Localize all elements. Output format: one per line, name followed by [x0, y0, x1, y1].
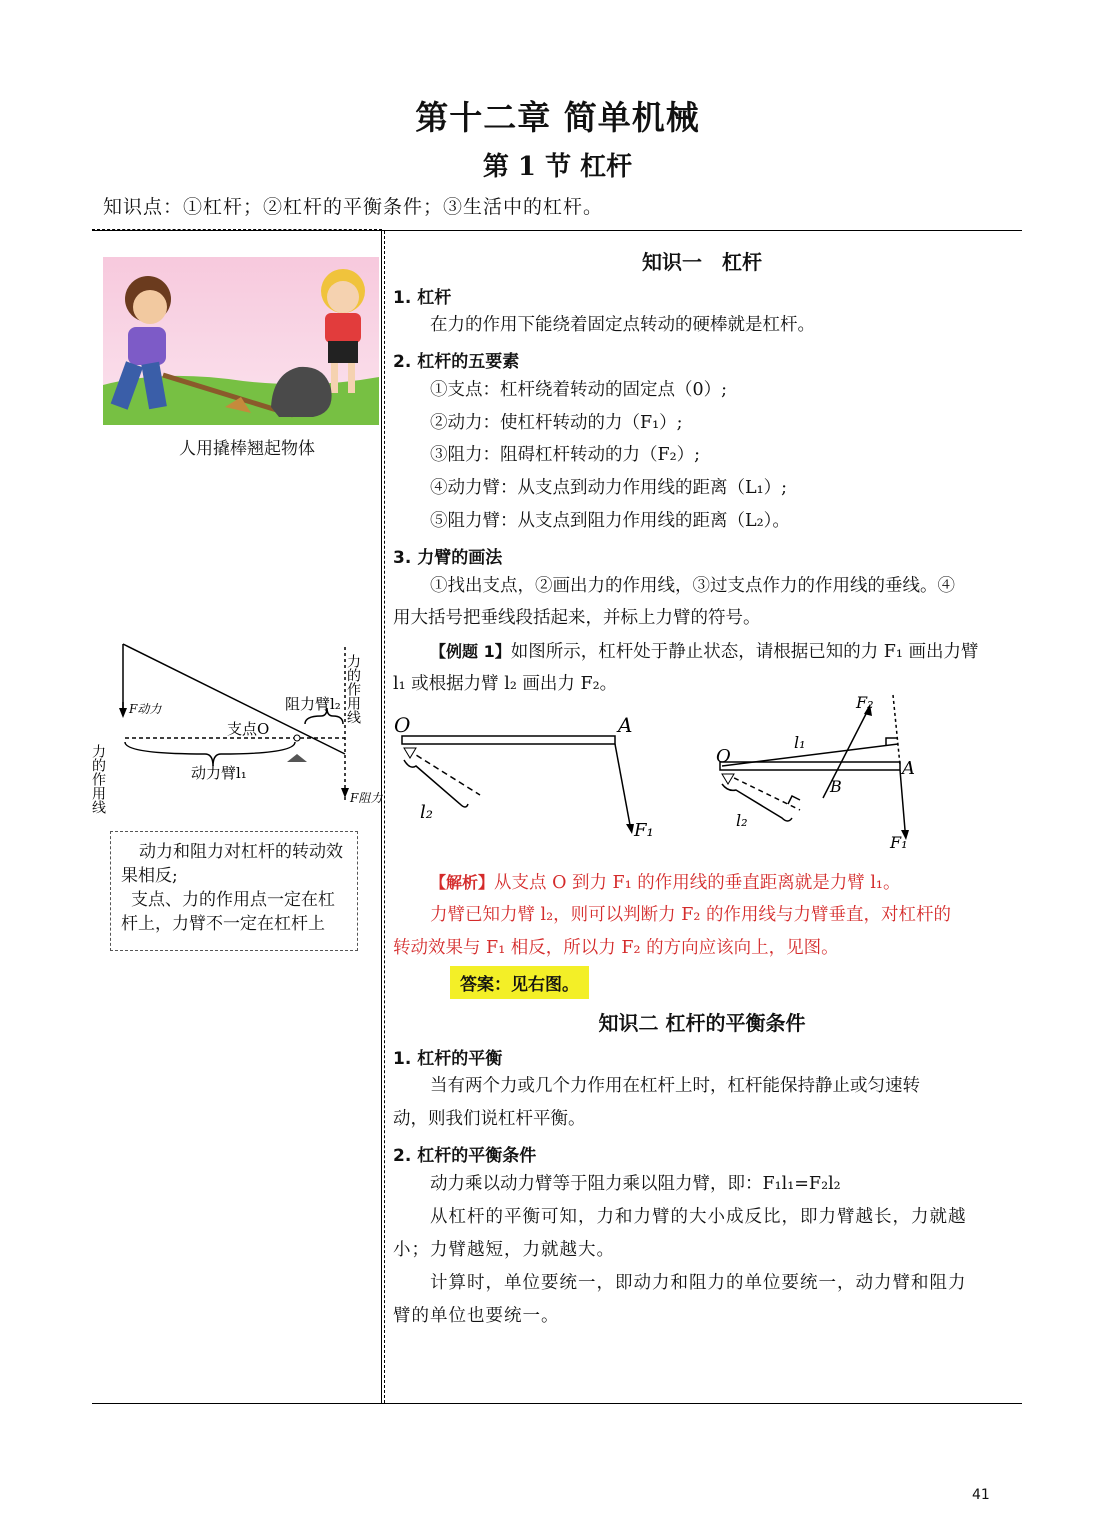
example-text-1: 如图所示，杠杆处于静止状态，请根据已知的力 F₁ 画出力臂 — [510, 642, 979, 662]
analysis-1 — [430, 866, 900, 900]
lever-diagram — [90, 642, 383, 827]
example-tag: 【例题 1】 — [430, 642, 511, 661]
label-power-arm: 动力臂l₁ — [191, 764, 247, 782]
note-text — [111, 832, 357, 944]
section-title: 第 1 节 杠杆 — [482, 152, 633, 182]
s3-title: 3. 力臂的画法 — [393, 548, 503, 568]
s2-item-5: ⑤阻力臂：从支点到阻力作用线的距离（L₂）。 — [430, 511, 790, 531]
label-line-right: 力的作用线 — [345, 654, 361, 724]
fig-right-f2: F₂ — [856, 693, 874, 712]
s1-title: 1. 杠杆 — [393, 288, 452, 308]
t1-text-2: 动，则我们说杠杆平衡。 — [393, 1109, 586, 1129]
fig-right-f1: F₁ — [890, 833, 908, 852]
fig-right-l2: l₂ — [736, 811, 748, 830]
top-rule — [92, 230, 1022, 231]
s2-item-4: ④动力臂：从支点到动力作用线的距离（L₁）; — [430, 478, 788, 498]
bottom-rule — [92, 1403, 1022, 1404]
analysis-text-3: 转动效果与 F₁ 相反，所以力 F₂ 的方向应该向上，见图。 — [393, 938, 839, 958]
t3-text-2: 小；力臂越短，力就越大。 — [393, 1240, 615, 1260]
note-line-1: 动力和阻力对杠杆的转动效果相反; — [121, 842, 343, 886]
column-divider-dashed — [384, 231, 385, 1403]
fig-right-b: B — [830, 777, 842, 796]
label-resist-arm: 阻力臂l₂ — [285, 695, 341, 713]
knowledge-2-title: 知识二 杠杆的平衡条件 — [598, 1011, 806, 1035]
analysis-text-1: 从支点 O 到力 F₁ 的作用线的垂直距离就是力臂 l₁。 — [494, 873, 901, 893]
s2-title: 2. 杠杆的五要素 — [393, 352, 520, 372]
label-line-left: 力的作用线 — [90, 744, 106, 814]
s2-item-2: ②动力：使杠杆转动的力（F₁）; — [430, 413, 683, 433]
label-f-power: F动力 — [129, 702, 162, 716]
image-caption: 人用撬棒翘起物体 — [179, 439, 315, 459]
answer-box: 答案：见右图。 — [450, 966, 589, 999]
fig-left-a: A — [618, 713, 633, 737]
example-figure-left — [390, 700, 670, 850]
page-number: 41 — [972, 1487, 990, 1503]
fig-left-l2: l₂ — [420, 802, 433, 823]
t3-text-1: 从杠杆的平衡可知，力和力臂的大小成反比，即力臂越长，力就越 — [430, 1207, 967, 1227]
fig-right-o: O — [716, 746, 731, 767]
top-rule-dashed — [92, 229, 382, 230]
fig-left-o: O — [394, 713, 411, 737]
example-figure-right — [708, 690, 933, 860]
s3-text-1: ①找出支点，②画出力的作用线，③过支点作力的作用线的垂线。④ — [430, 576, 955, 596]
s1-text: 在力的作用下能绕着固定点转动的硬棒就是杠杆。 — [430, 315, 815, 335]
t1-title: 1. 杠杆的平衡 — [393, 1049, 503, 1069]
fig-right-l1: l₁ — [794, 733, 806, 752]
analysis-tag: 【解析】 — [430, 873, 495, 892]
t1-text-1: 当有两个力或几个力作用在杠杆上时，杠杆能保持静止或匀速转 — [430, 1076, 920, 1096]
knowledge-points: 知识点：①杠杆；②杠杆的平衡条件；③生活中的杠杆。 — [103, 196, 604, 218]
fig-left-f1: F₁ — [634, 820, 654, 841]
s2-item-3: ③阻力：阻碍杠杆转动的力（F₂）; — [430, 445, 701, 465]
example-1 — [430, 635, 979, 669]
t4-text-1: 计算时，单位要统一，即动力和阻力的单位要统一，动力臂和阻力 — [430, 1273, 967, 1293]
label-f-resist: F阻力 — [350, 791, 383, 805]
t2-title: 2. 杠杆的平衡条件 — [393, 1146, 537, 1166]
label-fulcrum: 支点O — [227, 720, 270, 738]
column-divider — [381, 231, 382, 1403]
s3-text-2: 用大括号把垂线段括起来，并标上力臂的符号。 — [393, 608, 761, 628]
t4-text-2: 臂的单位也要统一。 — [393, 1306, 560, 1326]
example-text-2: l₁ 或根据力臂 l₂ 画出力 F₂。 — [393, 674, 618, 694]
illustration-kids-lever — [103, 257, 379, 425]
t2-text: 动力乘以动力臂等于阻力乘以阻力臂，即：F₁l₁=F₂l₂ — [430, 1174, 841, 1194]
note-line-2: 支点、力的作用点一定在杠杆上，力臂不一定在杠杆上 — [121, 890, 335, 934]
knowledge-1-title: 知识一 杠杆 — [642, 250, 762, 274]
chapter-title: 第十二章 简单机械 — [415, 98, 700, 137]
fig-right-a: A — [902, 758, 915, 779]
analysis-text-2: 力臂已知力臂 l₂，则可以判断力 F₂ 的作用线与力臂垂直，对杠杆的 — [430, 905, 951, 925]
note-box — [110, 831, 358, 951]
s2-item-1: ①支点：杠杆绕着转动的固定点（0）; — [430, 380, 728, 400]
